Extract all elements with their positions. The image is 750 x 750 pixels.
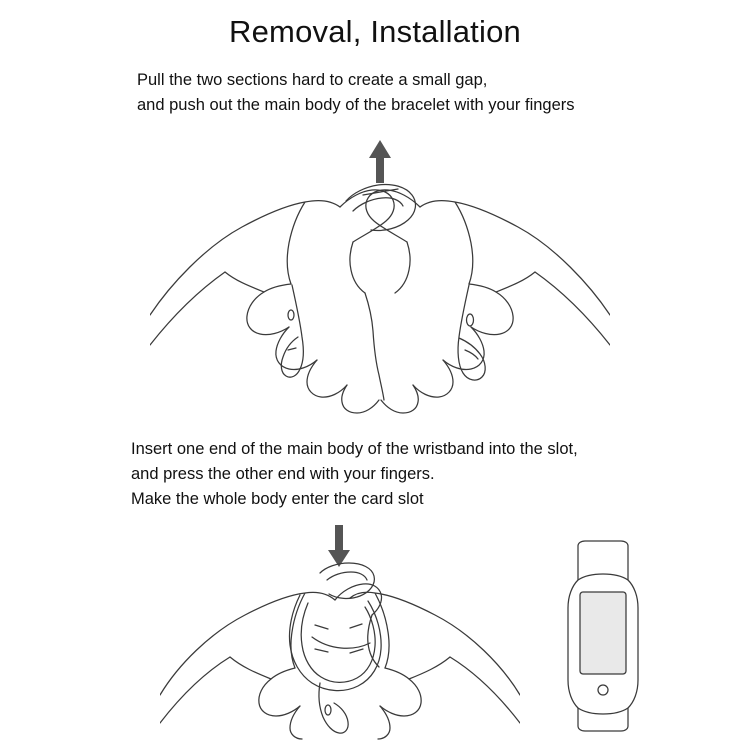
page-title: Removal, Installation	[229, 14, 521, 49]
bracelet-body-2	[320, 563, 374, 598]
left-hand-outline	[150, 190, 394, 413]
step-2-text-block	[131, 437, 578, 512]
step-1-line-2: and push out the main body of the bracelet with your fingers	[137, 96, 575, 114]
up-arrow-icon	[369, 140, 391, 183]
step-1-illustration	[150, 135, 610, 425]
device-screen	[580, 592, 626, 674]
step-2-illustration	[160, 525, 520, 740]
device-button	[598, 685, 608, 695]
down-arrow-icon	[328, 525, 350, 567]
bracelet-body	[346, 184, 415, 230]
strap-loop	[289, 595, 381, 733]
step-1-line-1: Pull the two sections hard to create a small gap,	[137, 71, 488, 89]
left-hand-outline-2	[160, 584, 382, 739]
step-2-line-2: and press the other end with your fingers.	[131, 465, 435, 483]
step-2-line-3: Make the whole body enter the card slot	[131, 490, 424, 508]
step-2-line-1: Insert one end of the main body of the wristband into the slot,	[131, 440, 578, 458]
bracelet-device-illustration	[548, 540, 658, 735]
step-1-text-block	[137, 68, 575, 118]
